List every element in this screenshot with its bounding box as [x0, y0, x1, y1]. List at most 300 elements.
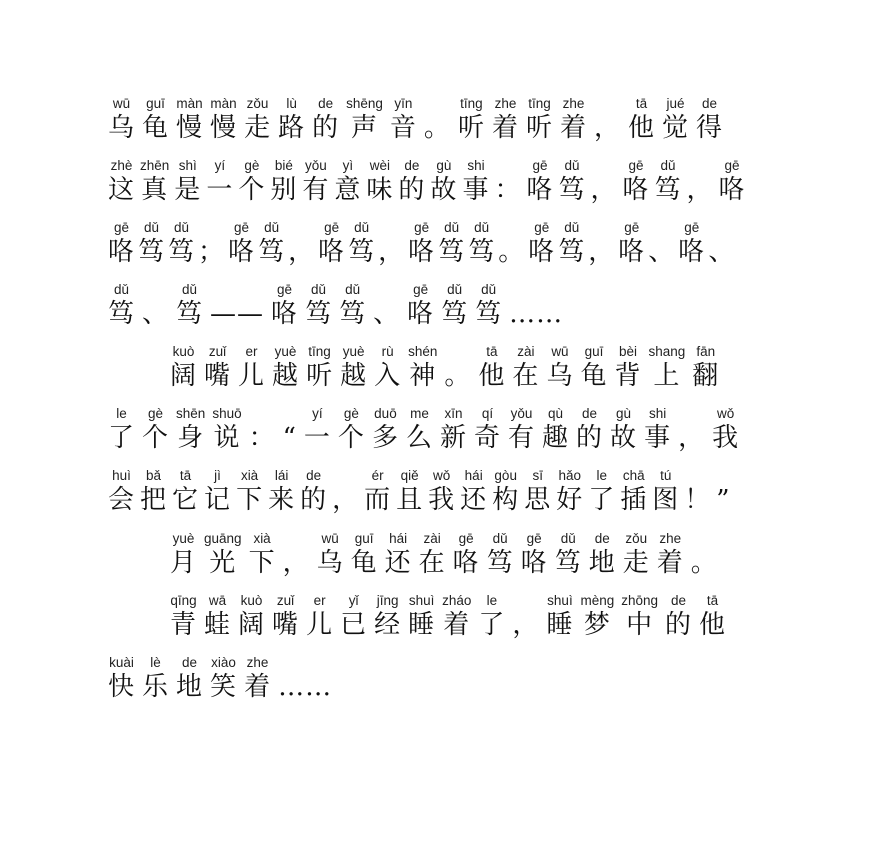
character-with-pinyin: [487, 531, 514, 579]
character-with-pinyin: [556, 468, 583, 516]
hanzi-text: ：: [248, 423, 276, 453]
character-with-pinyin: [542, 406, 569, 454]
hanzi-text: 在: [418, 548, 446, 578]
hanzi-text: 咯: [622, 175, 650, 205]
character-with-pinyin: [238, 158, 265, 206]
hanzi-text: 我: [712, 423, 740, 453]
pinyin-text: xiào: [211, 655, 236, 670]
character-with-pinyin: [652, 468, 679, 516]
hanzi-text: 青: [170, 610, 198, 640]
hanzi-text: 乌: [108, 113, 136, 143]
pinyin-text: gē: [113, 220, 130, 235]
hanzi-text: 意: [334, 175, 362, 205]
character-with-pinyin: [204, 593, 231, 641]
character-with-pinyin: [210, 96, 237, 144]
hanzi-text: 阔: [238, 610, 266, 640]
hanzi-text: 笃: [168, 237, 196, 267]
hanzi-text: ；: [198, 237, 226, 267]
pinyin-text: shì: [178, 158, 197, 173]
hanzi-text: 、: [708, 237, 736, 267]
pinyin-text: fān: [696, 344, 716, 359]
character-with-pinyin: [648, 344, 685, 392]
character-with-pinyin: [108, 96, 135, 144]
hanzi-text: 故: [430, 175, 458, 205]
pinyin-text: xīn: [444, 406, 463, 421]
character-with-pinyin: [621, 593, 658, 641]
character-with-pinyin: [453, 531, 480, 579]
pinyin-text: zhe: [246, 655, 269, 670]
pinyin-text: gē: [413, 282, 429, 297]
hanzi-text: 笃: [138, 237, 166, 267]
character-with-pinyin: [441, 282, 468, 330]
pinyin-text: wū: [551, 344, 569, 359]
character-with-pinyin: [172, 468, 199, 516]
character-with-pinyin: [206, 158, 233, 206]
punctuation-mark: [142, 282, 169, 330]
pinyin-text: dǔ: [113, 282, 130, 297]
character-with-pinyin: [108, 468, 135, 516]
character-with-pinyin: [228, 220, 255, 268]
character-with-pinyin: [318, 220, 345, 268]
pinyin-text: zuǐ: [208, 344, 227, 359]
hanzi-text: 快: [108, 672, 136, 702]
hanzi-text: 笃: [108, 299, 136, 329]
pinyin-text: gè: [244, 158, 260, 173]
hanzi-text: 儿: [306, 610, 334, 640]
character-with-pinyin: [140, 158, 169, 206]
pinyin-text: tā: [635, 96, 648, 111]
hanzi-text: ”: [716, 485, 731, 515]
text-line-9: [170, 593, 733, 641]
character-with-pinyin: [560, 96, 587, 144]
hanzi-text: 蛙: [204, 610, 232, 640]
hanzi-text: 这: [108, 175, 136, 205]
pinyin-text: zǒu: [625, 531, 648, 546]
hanzi-text: 路: [278, 113, 306, 143]
pinyin-text: dǔ: [174, 220, 190, 235]
character-with-pinyin: [508, 406, 535, 454]
hanzi-text: 还: [384, 548, 412, 578]
character-with-pinyin: [338, 406, 365, 454]
hanzi-text: ，: [686, 175, 714, 205]
hanzi-text: 别: [270, 175, 298, 205]
hanzi-text: 经: [374, 610, 402, 640]
text-line-5: [170, 344, 726, 392]
character-with-pinyin: [528, 220, 555, 268]
hanzi-text: 会: [108, 485, 136, 515]
character-with-pinyin: [108, 282, 135, 330]
hanzi-text: 乐: [142, 672, 170, 702]
pinyin-text: qīng: [170, 593, 197, 608]
hanzi-text: 故: [610, 423, 638, 453]
character-with-pinyin: [460, 468, 487, 516]
pinyin-text: lè: [150, 655, 161, 670]
pinyin-text: tīng: [460, 96, 483, 111]
punctuation-mark: [716, 468, 730, 516]
hanzi-text: 、: [648, 237, 676, 267]
pinyin-text: le: [596, 468, 607, 483]
text-line-3: [108, 220, 738, 268]
hanzi-text: 慢: [210, 113, 238, 143]
hanzi-text: 咯: [618, 237, 646, 267]
pinyin-text: guī: [584, 344, 604, 359]
character-with-pinyin: [385, 531, 412, 579]
pinyin-text: ér: [371, 468, 384, 483]
character-with-pinyin: [170, 344, 197, 392]
hanzi-text: ，: [594, 113, 622, 143]
hanzi-text: 听: [457, 113, 485, 143]
hanzi-text: 他: [478, 361, 506, 391]
hanzi-text: ！: [684, 485, 712, 515]
hanzi-text: 好: [556, 485, 584, 515]
hanzi-text: ，: [512, 610, 540, 640]
pinyin-text: dǔ: [481, 282, 497, 297]
character-with-pinyin: [306, 593, 333, 641]
hanzi-text: 龟: [142, 113, 170, 143]
pinyin-text: bié: [274, 158, 293, 173]
character-with-pinyin: [555, 531, 582, 579]
character-with-pinyin: [366, 158, 393, 206]
hanzi-text: 了: [588, 485, 616, 515]
hanzi-text: 咯: [318, 237, 346, 267]
pinyin-text: duō: [374, 406, 397, 421]
character-with-pinyin: [249, 531, 276, 579]
hanzi-text: 笃: [305, 299, 333, 329]
hanzi-text: 嘴: [272, 610, 300, 640]
character-with-pinyin: [312, 96, 339, 144]
pinyin-text: yí: [214, 158, 226, 173]
hanzi-text: 咯: [271, 299, 299, 329]
character-with-pinyin: [236, 468, 263, 516]
pinyin-text: le: [116, 406, 127, 421]
character-with-pinyin: [204, 531, 242, 579]
pinyin-text: wū: [321, 531, 339, 546]
pinyin-text: dǔ: [144, 220, 160, 235]
hanzi-text: ——: [210, 299, 265, 329]
pinyin-text: kuò: [172, 344, 195, 359]
character-with-pinyin: [623, 158, 650, 206]
pinyin-text: guāng: [204, 531, 242, 546]
character-with-pinyin: [492, 468, 519, 516]
hanzi-text: 越: [340, 361, 368, 391]
pinyin-text: zhè: [110, 158, 133, 173]
text-line-6: [108, 406, 746, 454]
hanzi-text: 他: [699, 610, 727, 640]
hanzi-text: 味: [366, 175, 394, 205]
character-with-pinyin: [176, 96, 203, 144]
hanzi-text: 龟: [350, 548, 378, 578]
punctuation-mark: [594, 96, 621, 144]
punctuation-mark: [198, 220, 225, 268]
character-with-pinyin: [176, 282, 203, 330]
hanzi-text: 。: [498, 237, 526, 267]
punctuation-mark: [687, 158, 714, 206]
pinyin-text: yǐ: [348, 593, 359, 608]
character-with-pinyin: [458, 96, 485, 144]
pinyin-text: wū: [112, 96, 131, 111]
pinyin-text: de: [404, 158, 420, 173]
hanzi-text: 中: [626, 610, 654, 640]
hanzi-text: 笃: [441, 299, 469, 329]
punctuation-mark: [283, 531, 310, 579]
hanzi-text: 睡: [408, 610, 436, 640]
hanzi-text: 音: [389, 113, 417, 143]
hanzi-text: 来: [268, 485, 296, 515]
punctuation-mark: [678, 406, 705, 454]
pinyin-text: yǒu: [304, 158, 327, 173]
character-with-pinyin: [428, 468, 455, 516]
pinyin-text: zhēn: [140, 158, 170, 173]
hanzi-text: ，: [590, 175, 618, 205]
pinyin-text: tā: [179, 468, 192, 483]
character-with-pinyin: [272, 593, 299, 641]
character-with-pinyin: [462, 158, 489, 206]
hanzi-text: 笃: [258, 237, 286, 267]
hanzi-text: 记: [204, 485, 232, 515]
hanzi-text: 。: [423, 113, 451, 143]
hanzi-text: 笃: [339, 299, 367, 329]
character-with-pinyin: [623, 531, 650, 579]
hanzi-text: ……: [278, 672, 333, 702]
hanzi-text: 听: [525, 113, 553, 143]
pinyin-text: de: [702, 96, 718, 111]
hanzi-text: 且: [396, 485, 424, 515]
hanzi-text: 把: [140, 485, 168, 515]
character-with-pinyin: [558, 158, 585, 206]
character-with-pinyin: [712, 406, 739, 454]
character-with-pinyin: [272, 344, 299, 392]
pinyin-text: gē: [324, 220, 340, 235]
pinyin-text: le: [486, 593, 498, 608]
hanzi-text: 笃: [558, 237, 586, 267]
hanzi-text: 的: [665, 610, 693, 640]
character-with-pinyin: [492, 96, 519, 144]
hanzi-text: 笑: [210, 672, 238, 702]
hanzi-text: 新: [439, 423, 467, 453]
character-with-pinyin: [580, 593, 614, 641]
character-with-pinyin: [408, 220, 435, 268]
pinyin-text: gù: [436, 158, 452, 173]
punctuation-mark: [509, 282, 563, 330]
character-with-pinyin: [268, 468, 295, 516]
pinyin-text: shuō: [212, 406, 242, 421]
hanzi-text: 笃: [554, 548, 582, 578]
pinyin-text: guī: [354, 531, 374, 546]
character-with-pinyin: [142, 655, 169, 703]
hanzi-text: 咯: [678, 237, 706, 267]
hanzi-text: 走: [244, 113, 272, 143]
hanzi-text: 听: [306, 361, 334, 391]
pinyin-text: dǔ: [264, 220, 280, 235]
hanzi-text: 下: [248, 548, 276, 578]
hanzi-text: 说: [213, 423, 241, 453]
hanzi-text: 背: [614, 361, 642, 391]
pinyin-text: zhōng: [621, 593, 659, 608]
character-with-pinyin: [176, 655, 203, 703]
hanzi-text: 咯: [228, 237, 256, 267]
hanzi-text: 了: [478, 610, 506, 640]
character-with-pinyin: [346, 96, 383, 144]
hanzi-text: 事: [644, 423, 672, 453]
hanzi-text: 乌: [316, 548, 344, 578]
punctuation-mark: [444, 344, 471, 392]
punctuation-mark: [691, 531, 718, 579]
character-with-pinyin: [340, 593, 367, 641]
pinyin-text: lái: [274, 468, 289, 483]
pinyin-text: er: [313, 593, 326, 608]
pinyin-text: xià: [240, 468, 259, 483]
hanzi-text: ，: [678, 423, 706, 453]
character-with-pinyin: [526, 158, 553, 206]
character-with-pinyin: [108, 655, 135, 703]
hanzi-text: 地: [176, 672, 204, 702]
character-with-pinyin: [271, 282, 298, 330]
hanzi-text: 着: [491, 113, 519, 143]
hanzi-text: 、: [373, 299, 401, 329]
character-with-pinyin: [108, 220, 135, 268]
character-with-pinyin: [430, 158, 457, 206]
hanzi-text: 思: [524, 485, 552, 515]
character-with-pinyin: [407, 282, 434, 330]
pinyin-text: yuè: [342, 344, 365, 359]
character-with-pinyin: [304, 406, 331, 454]
hanzi-text: 的: [300, 485, 328, 515]
pinyin-text: gù: [616, 406, 632, 421]
character-with-pinyin: [468, 220, 495, 268]
pinyin-text: de: [594, 531, 610, 546]
pinyin-text: gē: [684, 220, 700, 235]
pinyin-text: gē: [724, 158, 740, 173]
pinyin-text: gē: [532, 158, 548, 173]
pinyin-text: dǔ: [345, 282, 361, 297]
pinyin-text: gē: [534, 220, 550, 235]
hanzi-text: “: [282, 423, 297, 453]
pinyin-text: wèi: [369, 158, 391, 173]
character-with-pinyin: [238, 344, 265, 392]
hanzi-text: 咯: [108, 237, 136, 267]
character-with-pinyin: [278, 96, 305, 144]
hanzi-text: 我: [428, 485, 456, 515]
hanzi-text: 着: [559, 113, 587, 143]
hanzi-text: 龟: [580, 361, 608, 391]
character-with-pinyin: [317, 531, 344, 579]
pinyin-text: de: [582, 406, 598, 421]
pinyin-text: gē: [234, 220, 250, 235]
pinyin-text: gē: [628, 158, 644, 173]
hanzi-text: 神: [409, 361, 437, 391]
pinyin-text: gè: [148, 406, 164, 421]
pinyin-text: guī: [146, 96, 165, 111]
character-with-pinyin: [270, 158, 297, 206]
hanzi-text: 觉: [662, 113, 690, 143]
pinyin-text: dǔ: [492, 531, 508, 546]
pinyin-text: dǔ: [560, 531, 576, 546]
hanzi-text: 。: [444, 361, 472, 391]
character-with-pinyin: [396, 468, 423, 516]
character-with-pinyin: [306, 344, 333, 392]
punctuation-mark: [278, 655, 332, 703]
hanzi-text: 儿: [238, 361, 266, 391]
pinyin-text: yīn: [394, 96, 413, 111]
character-with-pinyin: [440, 406, 467, 454]
pinyin-text: hǎo: [558, 468, 581, 483]
character-with-pinyin: [474, 406, 501, 454]
pinyin-text: gē: [624, 220, 640, 235]
hanzi-text: 的: [312, 113, 340, 143]
punctuation-mark: [332, 468, 359, 516]
pinyin-text: zhe: [562, 96, 585, 111]
hanzi-text: 一: [303, 423, 331, 453]
pinyin-text: dǔ: [474, 220, 490, 235]
hanzi-text: 嘴: [204, 361, 232, 391]
text-line-1: [108, 96, 730, 144]
hanzi-text: ，: [282, 548, 310, 578]
hanzi-text: 他: [628, 113, 656, 143]
hanzi-text: 上: [653, 361, 681, 391]
character-with-pinyin: [204, 344, 231, 392]
character-with-pinyin: [692, 344, 719, 392]
hanzi-text: 个: [337, 423, 365, 453]
character-with-pinyin: [442, 593, 471, 641]
pinyin-text: yì: [342, 158, 354, 173]
character-with-pinyin: [526, 96, 553, 144]
character-with-pinyin: [678, 220, 705, 268]
character-with-pinyin: [372, 406, 399, 454]
pinyin-text: sī: [532, 468, 543, 483]
pinyin-text: tīng: [308, 344, 331, 359]
pinyin-text: rù: [381, 344, 394, 359]
character-with-pinyin: [390, 96, 417, 144]
text-line-2: [108, 158, 751, 206]
character-with-pinyin: [576, 406, 603, 454]
hanzi-text: 笃: [468, 237, 496, 267]
pinyin-text: kuò: [240, 593, 263, 608]
character-with-pinyin: [210, 655, 237, 703]
pinyin-text: zuǐ: [276, 593, 295, 608]
pinyin-text: shi: [648, 406, 667, 421]
pinyin-text: mèng: [580, 593, 615, 608]
hanzi-text: 走: [622, 548, 650, 578]
hanzi-text: 已: [340, 610, 368, 640]
hanzi-text: 咯: [520, 548, 548, 578]
character-with-pinyin: [374, 593, 401, 641]
text-line-4: [108, 282, 570, 330]
pinyin-text: yuè: [172, 531, 195, 546]
hanzi-text: 越: [272, 361, 300, 391]
character-with-pinyin: [546, 593, 573, 641]
pinyin-text: dǔ: [447, 282, 463, 297]
pinyin-text: zài: [517, 344, 535, 359]
hanzi-text: 下: [236, 485, 264, 515]
pinyin-text: kuài: [109, 655, 134, 670]
pinyin-text: dǔ: [444, 220, 460, 235]
hanzi-text: 笃: [558, 175, 586, 205]
punctuation-mark: [494, 158, 521, 206]
pinyin-text: de: [671, 593, 687, 608]
pinyin-text: bǎ: [146, 468, 162, 483]
hanzi-text: 咯: [407, 299, 435, 329]
hanzi-text: 着: [443, 610, 471, 640]
character-with-pinyin: [475, 282, 502, 330]
hanzi-text: 梦: [583, 610, 611, 640]
character-with-pinyin: [408, 344, 437, 392]
character-with-pinyin: [244, 96, 271, 144]
pinyin-text: er: [245, 344, 258, 359]
pinyin-text: màn: [210, 96, 237, 111]
pinyin-text: dǔ: [564, 158, 580, 173]
pinyin-text: hái: [464, 468, 483, 483]
punctuation-mark: [210, 282, 264, 330]
